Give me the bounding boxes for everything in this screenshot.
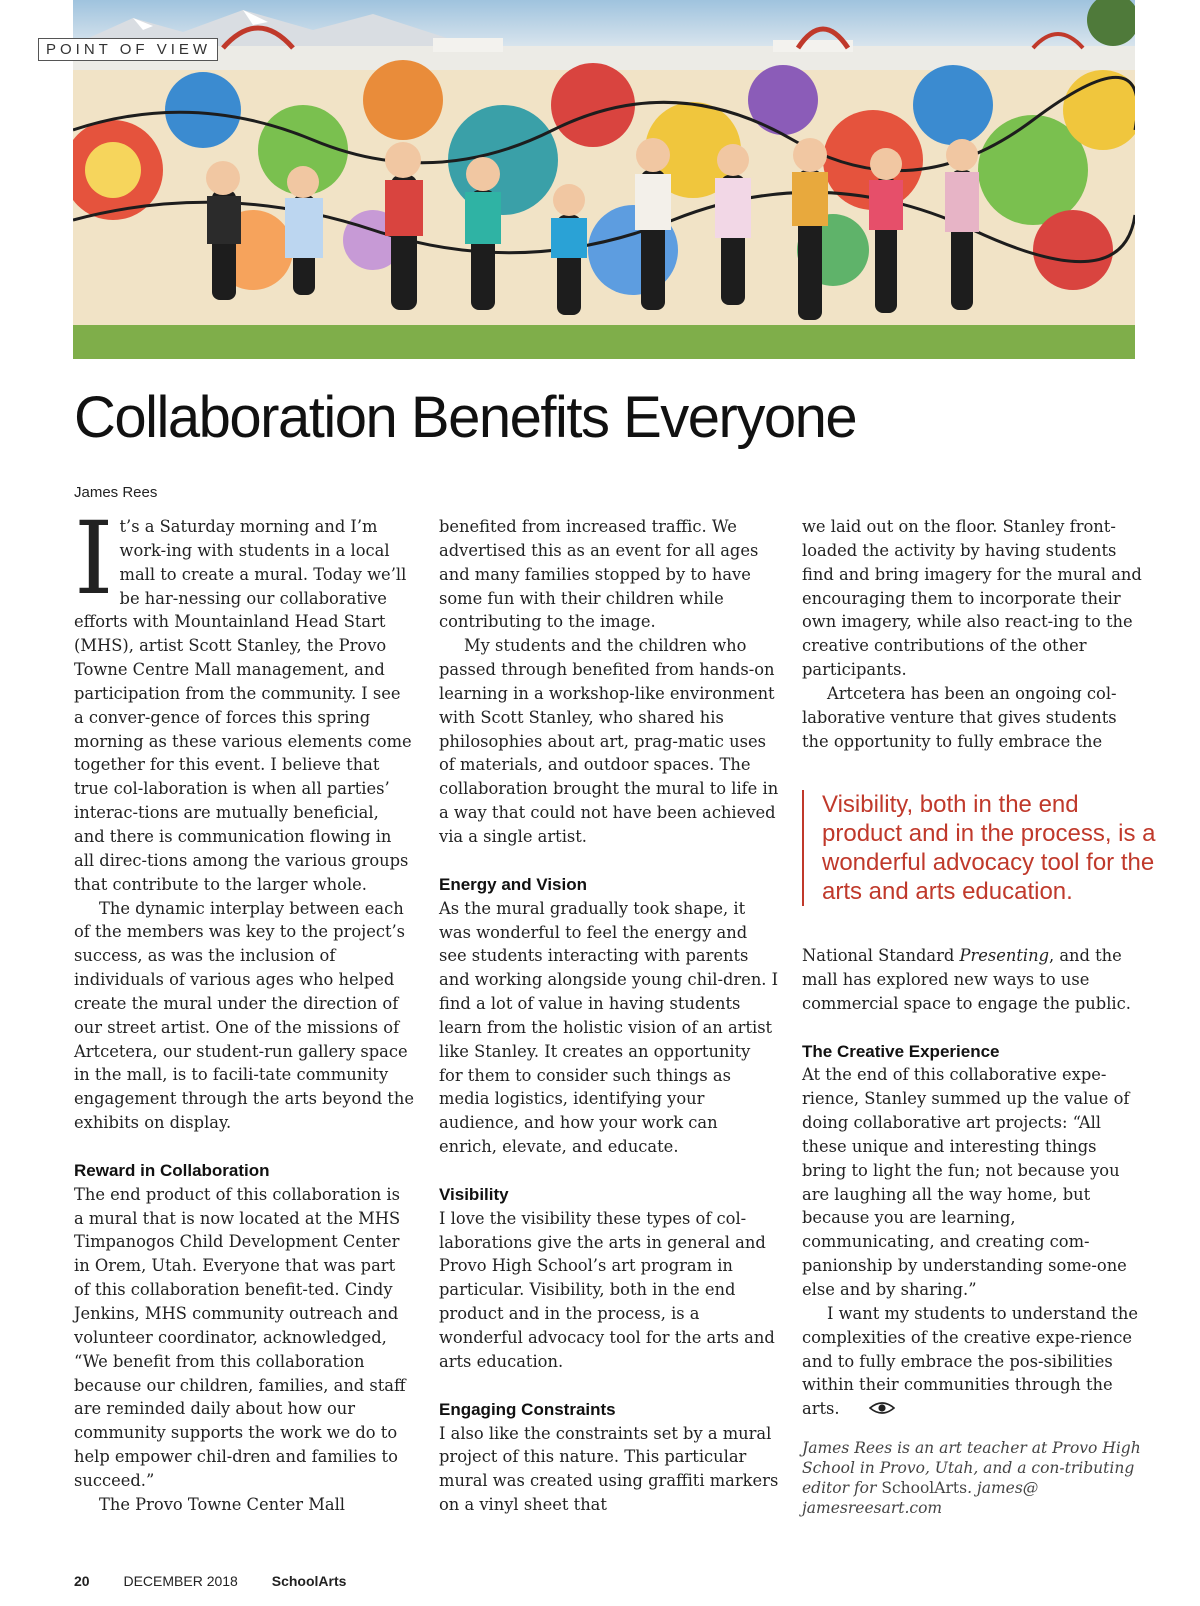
- column-3-top: [802, 515, 1142, 753]
- paragraph: The dynamic interplay between each of the members was key to the project’s success, as was the inclusion of individuals of various ages who helped create the mural under the direction of our street artist. One of the missions of Artcetera, our student-run gallery space in the mall, is to facili-tate community engagement through the arts beyond the exhibits on display.: [74, 898, 414, 1133]
- subheading: Reward in Collaboration: [74, 1160, 270, 1180]
- end-mark-eye-icon: [844, 1398, 895, 1422]
- drop-cap: I: [74, 500, 114, 617]
- paragraph: I love the visibility these types of col-laborations give the arts in general and Provo High School’s art program in particular. Visibility, both in the end product and in the process, is a wonderful advocacy tool for the arts and arts education.: [439, 1208, 775, 1371]
- author-byline: James Rees: [74, 484, 158, 501]
- paragraph: Artcetera has been an ongoing col-laborative venture that gives students the opportunity to fully embrace the: [802, 683, 1117, 751]
- section-label: POINT OF VIEW: [38, 38, 218, 61]
- paragraph: we laid out on the floor. Stanley front-loaded the activity by having students find and bring imagery for the mural and encouraging them to incorporate their own imagery, while also react-ing to the creative contributions of the other participants.: [802, 517, 1142, 680]
- paragraph: At the end of this collaborative expe-rience, Stanley summed up the value of doing collaborative art projects: “All these unique and interesting things bring to light the fun; not because you are laughing all the way home, but because you are learning, communicating, and creating com-panionship by understanding some-one else and by sharing.”: [802, 1065, 1130, 1299]
- hero-photo: [73, 0, 1135, 359]
- pull-quote: Visibility, both in the end product and in the process, is a wonderful advocacy tool for the arts and arts education.: [802, 790, 1162, 906]
- paragraph: As the mural gradually took shape, it was wonderful to feel the energy and see students interacting with parents and working alongside young chil-dren. I find a lot of value in having students learn from the holistic vision of an artist like Stanley. It creates an opportunity for them to consider such things as media logistics, identifying your audience, and how your work can enrich, elevate, and educate.: [439, 898, 779, 1157]
- column-1: [74, 500, 414, 1517]
- paragraph: National Standard Presenting, and the mall has explored new ways to use commercial space to engage the public.: [802, 946, 1131, 1013]
- page-number: 20: [74, 1573, 90, 1589]
- column-3-bottom: [802, 944, 1142, 1518]
- paragraph: My students and the children who passed through benefited from hands-on learning in a workshop-like environment with Scott Stanley, who shared his philosophies about art, prag-matic uses of materials, and outdoor spaces. The collaboration brought the mural to life in a way that could not have been achieved via a single artist.: [439, 636, 779, 846]
- magazine-name: SchoolArts: [271, 1573, 347, 1589]
- paragraph: The Provo Towne Center Mall: [99, 1494, 346, 1514]
- paragraph: I also like the constraints set by a mural project of this nature. This particular mural was created using graffiti markers on a vinyl sheet that: [439, 1423, 779, 1515]
- paragraph: It’s a Saturday morning and I’m work-ing with students in a local mall to create a mural. Today we’ll be har-nessing our collaborative efforts with Mountainland Head Start (MHS), artist Scott Stanley, the Provo Towne Centre Mall management, and participation from the community. I see a conver-gence of forces this spring morning as these various elements come together for this event. I believe that true col-laboration is when all parties’ interac-tions are mutually beneficial, and there is communication flowing in all direc-tions among the various groups that contribute to the larger whole.: [74, 500, 412, 894]
- issue-date: DECEMBER 2018: [123, 1573, 238, 1589]
- paragraph: benefited from increased traffic. We advertised this as an event for all ages and many families stopped by to have some fun with their children while contributing to the image.: [439, 517, 759, 632]
- paragraph: The end product of this collaboration is a mural that is now located at the MHS Timpanogos Child Development Center in Orem, Utah. Everyone that was part of this collaboration benefit-ted. Cindy Jenkins, MHS community outreach and volunteer coordinator, acknowledged, “We benefit from this collaboration because our children, families, and staff are reminded daily about how our community supports the work we do to help empower chil-dren and families to succeed.”: [74, 1184, 406, 1490]
- subheading: Visibility: [439, 1184, 509, 1204]
- paragraph: I want my students to understand the complexities of the creative expe-rience and to fully embrace the pos-sibilities within their communities through the arts.: [802, 1302, 1142, 1422]
- subheading: Engaging Constraints: [439, 1399, 616, 1419]
- subheading: The Creative Experience: [802, 1041, 1000, 1061]
- author-bio: James Rees is an art teacher at Provo High School in Provo, Utah, and a con-tributing editor for SchoolArts. james@ jamesreesart.com: [802, 1438, 1141, 1517]
- subheading: Energy and Vision: [439, 874, 588, 894]
- column-2: [439, 515, 779, 1517]
- article-title: Collaboration Benefits Everyone: [74, 385, 857, 450]
- page-footer: [74, 1573, 376, 1589]
